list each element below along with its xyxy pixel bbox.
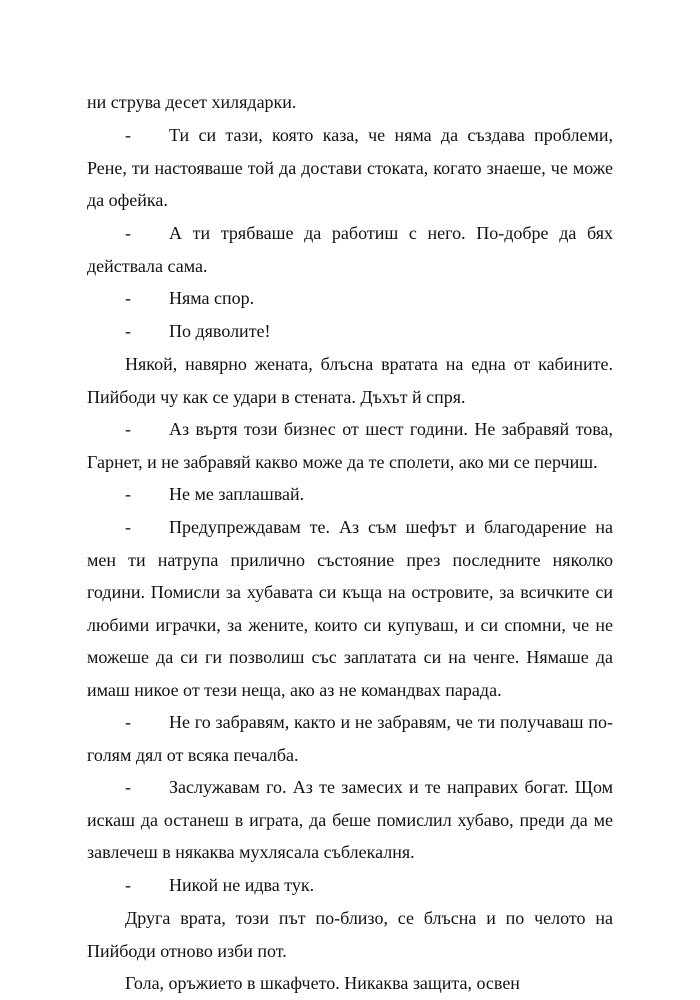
paragraph-text: Друга врата, този път по-близо, се блъсна и по челото на Пийбоди отново изби пот. [87, 908, 613, 961]
dialogue-line-7 [87, 478, 613, 511]
paragraph-text: Предупреждавам те. Аз съм шефът и благодарение на мен ти натрупа прилично състояние през последните няколко години. Помисли за хубавата си къща на островите, за всичките си любими играчки, за жените, които си купуваш, и си спомни, че не можеше да си ги позволиш със заплатата си на ченге. Нямаше да имаш никое от тези неща, ако аз не командвах парада. [87, 517, 613, 700]
dialogue-dash: - [125, 321, 131, 341]
dialogue-dash: - [125, 484, 131, 504]
dialogue-dash: - [125, 777, 131, 797]
dialogue-dash: - [125, 517, 131, 537]
dialogue-line-9 [87, 706, 613, 771]
paragraph-text: ни струва десет хилядарки. [87, 92, 297, 112]
paragraph-text: Никой не идва тук. [169, 875, 315, 895]
dialogue-dash: - [125, 712, 131, 732]
paragraph-text: По дяволите! [169, 321, 271, 341]
dialogue-dash: - [125, 875, 131, 895]
dialogue-dash: - [125, 419, 131, 439]
dialogue-line-8 [87, 511, 613, 706]
paragraph-text: Гола, оръжието в шкафчето. Никаква защита, освен [125, 973, 520, 993]
narration-paragraph-1 [87, 348, 613, 413]
dialogue-line-1 [87, 119, 613, 217]
paragraph-text: Аз въртя този бизнес от шест години. Не забравяй това, Гарнет, и не забравяй какво може да те сполети, ако ми се перчиш. [87, 419, 613, 472]
paragraph-text: Не го забравям, както и не забравям, че ти получаваш по-голям дял от всяка печалба. [87, 712, 613, 765]
dialogue-line-2 [87, 217, 613, 282]
paragraph-text: Не ме заплашвай. [169, 484, 305, 504]
narration-paragraph-3 [87, 967, 613, 1000]
paragraph-text: Заслужавам го. Аз те замесих и те направих богат. Щом искаш да останеш в играта, да беше помислил хубаво, преди да ме завлечеш в някаква мухлясала съблекалня. [87, 777, 613, 862]
dialogue-dash: - [125, 125, 131, 145]
narration-paragraph-2 [87, 902, 613, 967]
dialogue-line-5 [87, 315, 613, 348]
paragraph-1 [87, 86, 613, 119]
paragraph-text: А ти трябваше да работиш с него. По-добре да бях действала сама. [87, 223, 613, 276]
dialogue-dash: - [125, 288, 131, 308]
dialogue-line-6 [87, 413, 613, 478]
paragraph-text: Ти си тази, която каза, че няма да създава проблеми, Рене, ти настояваше той да достави стоката, когато знаеше, че може да офейка. [87, 125, 613, 210]
dialogue-line-11 [87, 869, 613, 902]
dialogue-line-4 [87, 282, 613, 315]
paragraph-text: Няма спор. [169, 288, 255, 308]
dialogue-dash: - [125, 223, 131, 243]
dialogue-line-10 [87, 771, 613, 869]
paragraph-text: Някой, навярно жената, блъсна вратата на една от кабините. Пийбоди чу как се удари в стената. Дъхът й спря. [87, 354, 613, 407]
